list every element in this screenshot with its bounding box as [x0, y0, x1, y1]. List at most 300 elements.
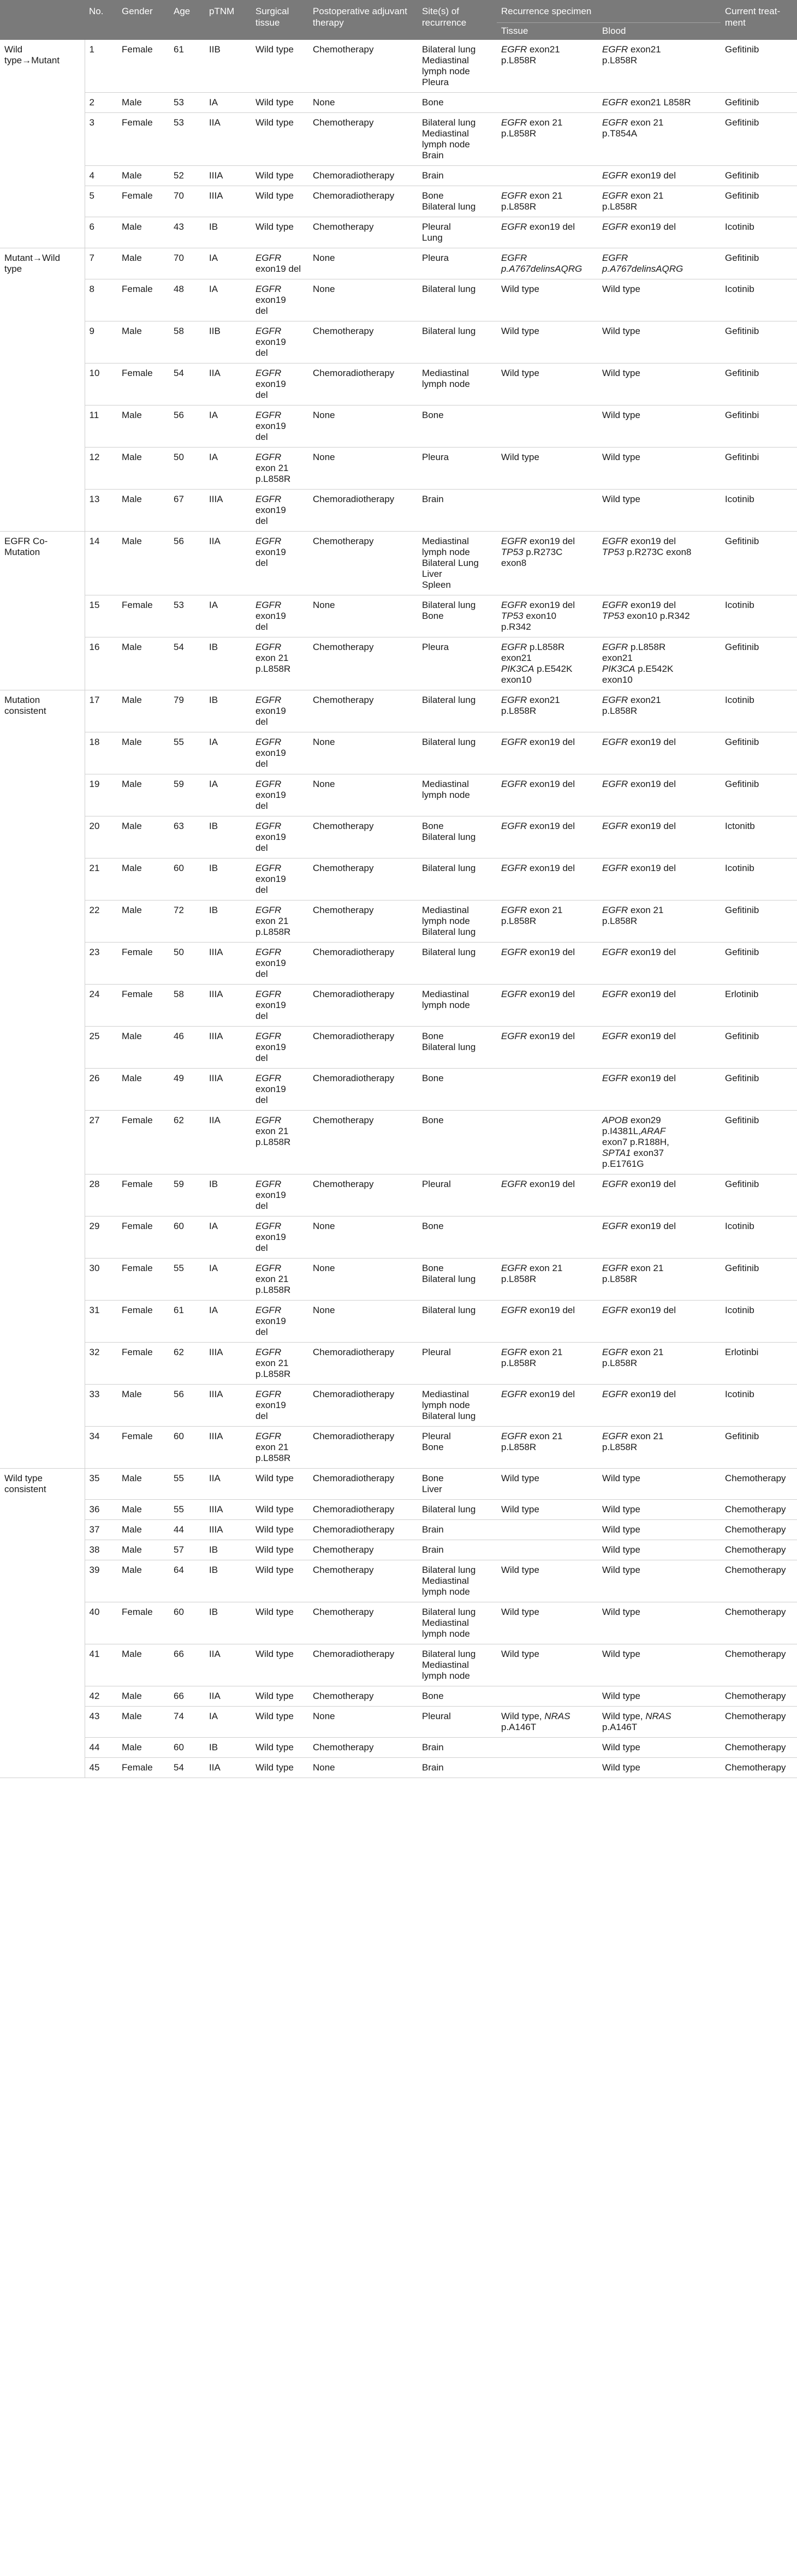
current-treatment: Gefitinib	[721, 321, 797, 363]
recurrence-sites	[418, 637, 497, 690]
cell-text: exon19	[255, 790, 286, 800]
cell-text: exon 21	[527, 190, 563, 201]
gene-name: EGFR	[255, 779, 282, 789]
table-row	[0, 1560, 797, 1602]
cell-text: p.T854A	[602, 128, 638, 139]
cell-line	[255, 253, 304, 264]
current-treatment: Gefitinib	[721, 901, 797, 943]
ptnm-stage: IIIA	[205, 1069, 251, 1111]
cell-text: Wild type	[255, 1473, 294, 1483]
cell-line	[501, 1263, 593, 1274]
cell-line	[602, 368, 716, 379]
gender: Male	[117, 816, 169, 858]
adjuvant-therapy: None	[308, 1217, 418, 1259]
specimen-blood	[598, 774, 721, 816]
patient-no: 23	[85, 943, 117, 985]
adjuvant-therapy: Chemotherapy	[308, 1174, 418, 1217]
cell-text: exon19 del	[628, 536, 676, 546]
table-row	[0, 1738, 797, 1758]
recurrence-site: Bone	[422, 1115, 444, 1125]
surgical-tissue	[251, 490, 308, 532]
specimen-blood	[598, 113, 721, 166]
age: 53	[169, 595, 205, 637]
recurrence-site: Lung	[422, 232, 443, 243]
surgical-tissue	[251, 279, 308, 321]
cell-line	[602, 1722, 716, 1733]
recurrence-site: Bilateral lung	[422, 832, 476, 842]
cell-text: exon19 del	[628, 1389, 676, 1399]
cell-text: exon 21	[527, 1347, 563, 1357]
cell-line	[255, 190, 304, 201]
adjuvant-therapy: None	[308, 774, 418, 816]
specimen-blood	[598, 490, 721, 532]
cell-line	[602, 863, 716, 874]
recurrence-sites	[418, 690, 497, 732]
cell-text: exon 21	[628, 1347, 664, 1357]
cell-line	[255, 326, 304, 337]
recurrence-site: Bilateral lung	[422, 1042, 476, 1052]
cell-line	[255, 695, 304, 706]
current-treatment: Icotinib	[721, 595, 797, 637]
cell-text: exon19 del	[527, 989, 575, 999]
cell-text: exon19	[255, 1042, 286, 1052]
surgical-tissue	[251, 1520, 308, 1540]
specimen-blood	[598, 1469, 721, 1500]
ptnm-stage: IB	[205, 1174, 251, 1217]
cell-line	[255, 1305, 304, 1316]
age: 62	[169, 1343, 205, 1385]
gender: Male	[117, 321, 169, 363]
specimen-blood	[598, 1520, 721, 1540]
ptnm-stage: IB	[205, 1602, 251, 1644]
specimen-tissue	[497, 93, 598, 113]
gender: Male	[117, 448, 169, 490]
group-label: Wild type→Mutant	[0, 40, 85, 248]
cell-text: exon19 del	[527, 222, 575, 232]
gene-name: EGFR	[602, 989, 628, 999]
cell-text: Wild type,	[501, 1711, 545, 1721]
adjuvant-therapy: None	[308, 1301, 418, 1343]
specimen-tissue	[497, 1738, 598, 1758]
cell-text: exon19 del	[628, 1031, 676, 1041]
cell-text: exon10	[501, 675, 532, 685]
table-row	[0, 1520, 797, 1540]
cell-line	[255, 1389, 304, 1400]
recurrence-site: Pleura	[422, 253, 449, 263]
gene-name: p.A767delinsAQRG	[602, 264, 683, 274]
adjuvant-therapy: Chemoradiotherapy	[308, 985, 418, 1027]
table-row	[0, 363, 797, 406]
gender: Male	[117, 690, 169, 732]
specimen-blood	[598, 1027, 721, 1069]
current-treatment: Gefitinib	[721, 113, 797, 166]
cell-line	[602, 1263, 716, 1274]
specimen-tissue	[497, 1644, 598, 1686]
age: 50	[169, 448, 205, 490]
ptnm-stage: IIA	[205, 1758, 251, 1778]
header-current-treatment: Current treat-ment	[725, 6, 781, 28]
patient-no: 32	[85, 1343, 117, 1385]
cell-text: del	[255, 843, 268, 853]
surgical-tissue	[251, 774, 308, 816]
adjuvant-therapy: Chemotherapy	[308, 113, 418, 166]
cell-line	[255, 44, 304, 55]
cell-line	[501, 905, 593, 916]
recurrence-site: Brain	[422, 494, 444, 504]
cell-text: del	[255, 801, 268, 811]
gene-name: EGFR	[255, 1305, 282, 1315]
gene-name: EGFR	[501, 117, 527, 128]
cell-text: exon19	[255, 1316, 286, 1326]
cell-text: exon19 del	[527, 779, 575, 789]
table-row	[0, 406, 797, 448]
adjuvant-therapy: Chemotherapy	[308, 901, 418, 943]
specimen-blood	[598, 217, 721, 248]
table-row	[0, 774, 797, 816]
cell-line	[602, 600, 716, 611]
age: 58	[169, 321, 205, 363]
cell-line	[255, 1524, 304, 1535]
recurrence-site: Bilateral lung	[422, 863, 476, 873]
ptnm-stage: IB	[205, 858, 251, 901]
current-treatment: Gefitinib	[721, 1111, 797, 1174]
patient-no: 7	[85, 248, 117, 279]
specimen-tissue	[497, 1259, 598, 1301]
ptnm-stage: IA	[205, 93, 251, 113]
table-row	[0, 732, 797, 774]
recurrence-site: Mediastinal lymph node	[422, 1660, 470, 1681]
cell-line	[255, 463, 304, 474]
gene-name: EGFR	[602, 1179, 628, 1189]
age: 60	[169, 1602, 205, 1644]
recurrence-site: Bilateral lung	[422, 927, 476, 937]
cell-text: exon19	[255, 958, 286, 968]
specimen-blood	[598, 40, 721, 93]
cell-text: del	[255, 622, 268, 632]
cell-text: p.L858R	[255, 1285, 291, 1295]
cell-line	[501, 1431, 593, 1442]
cell-text: Wild type	[501, 368, 539, 378]
gene-name: EGFR	[255, 1347, 282, 1357]
specimen-blood	[598, 595, 721, 637]
table-body	[0, 40, 797, 1778]
recurrence-site: Bilateral lung	[422, 1607, 476, 1617]
cell-text: exon19	[255, 832, 286, 842]
cell-line	[255, 1400, 304, 1411]
gene-name: EGFR	[501, 222, 527, 232]
table-row	[0, 1427, 797, 1469]
cell-text: exon19 del	[628, 779, 676, 789]
cell-text: Wild type	[255, 1742, 294, 1752]
gene-name: EGFR	[602, 97, 628, 108]
cell-line	[501, 547, 593, 558]
cell-line	[602, 779, 716, 790]
patient-no: 22	[85, 901, 117, 943]
gender: Male	[117, 166, 169, 186]
cell-line	[255, 1411, 304, 1422]
age: 70	[169, 186, 205, 217]
header-specimen-tissue: Tissue	[497, 23, 598, 40]
gender: Male	[117, 490, 169, 532]
cell-line	[501, 222, 593, 232]
cell-line	[255, 905, 304, 916]
cell-text: exon19	[255, 1084, 286, 1094]
gene-name: EGFR	[255, 536, 282, 546]
specimen-tissue	[497, 943, 598, 985]
cell-line	[501, 190, 593, 201]
recurrence-site: Pleural	[422, 1431, 451, 1441]
cell-line	[255, 348, 304, 359]
surgical-tissue	[251, 1385, 308, 1427]
specimen-blood	[598, 1259, 721, 1301]
surgical-tissue	[251, 1644, 308, 1686]
gene-name: EGFR	[602, 863, 628, 873]
cell-line	[602, 201, 716, 212]
table-row	[0, 943, 797, 985]
surgical-tissue	[251, 113, 308, 166]
gene-name: EGFR	[255, 494, 282, 504]
ptnm-stage: IIIA	[205, 490, 251, 532]
cell-text: p.A146T	[501, 1722, 537, 1732]
ptnm-stage: IB	[205, 816, 251, 858]
cell-text: p.I4381L,	[602, 1126, 641, 1136]
gene-name: EGFR	[501, 947, 527, 957]
cell-text: Wild type	[602, 1649, 640, 1659]
cell-line	[501, 989, 593, 1000]
gender: Male	[117, 1540, 169, 1560]
cell-line	[255, 170, 304, 181]
surgical-tissue	[251, 1560, 308, 1602]
cell-text: Wild type	[501, 1607, 539, 1617]
group-label: Mutation consistent	[0, 690, 85, 1469]
ptnm-stage: IB	[205, 1738, 251, 1758]
gender: Male	[117, 1520, 169, 1540]
cell-text: del	[255, 390, 268, 400]
cell-text: exon19 del	[527, 1389, 575, 1399]
current-treatment: Chemotherapy	[721, 1686, 797, 1707]
patient-no: 30	[85, 1259, 117, 1301]
surgical-tissue	[251, 40, 308, 93]
gender: Female	[117, 595, 169, 637]
gender: Male	[117, 217, 169, 248]
cell-text: exon21 L858R	[628, 97, 691, 108]
cell-text: exon21	[602, 653, 633, 663]
specimen-blood	[598, 93, 721, 113]
specimen-tissue	[497, 1427, 598, 1469]
recurrence-site: Mediastinal lymph node	[422, 536, 470, 557]
surgical-tissue	[251, 858, 308, 901]
age: 54	[169, 1758, 205, 1778]
cell-line	[602, 664, 716, 675]
cell-line	[602, 905, 716, 916]
recurrence-sites	[418, 1174, 497, 1217]
surgical-tissue	[251, 1111, 308, 1174]
cell-text: Wild type	[255, 1565, 294, 1575]
cell-text: p.L858R	[501, 201, 537, 212]
age: 63	[169, 816, 205, 858]
cell-line	[501, 1607, 593, 1618]
surgical-tissue	[251, 1540, 308, 1560]
adjuvant-therapy: Chemotherapy	[308, 690, 418, 732]
specimen-blood	[598, 858, 721, 901]
cell-line	[602, 675, 716, 685]
table-row	[0, 1500, 797, 1520]
ptnm-stage: IIB	[205, 321, 251, 363]
cell-line	[255, 1742, 304, 1753]
specimen-blood	[598, 186, 721, 217]
cell-text: p.L858R	[255, 474, 291, 484]
cell-line	[255, 1358, 304, 1369]
adjuvant-therapy: Chemoradiotherapy	[308, 166, 418, 186]
age: 55	[169, 1500, 205, 1520]
gene-name: EGFR	[255, 905, 282, 915]
cell-text: exon8	[501, 558, 527, 568]
recurrence-site: Mediastinal lymph node	[422, 1618, 470, 1639]
cell-line	[255, 779, 304, 790]
specimen-tissue	[497, 490, 598, 532]
cell-line	[501, 821, 593, 832]
patient-no: 35	[85, 1469, 117, 1500]
current-treatment: Icotinib	[721, 490, 797, 532]
patient-no: 4	[85, 166, 117, 186]
cell-line	[255, 547, 304, 558]
cell-line	[255, 452, 304, 463]
gene-name: EGFR	[255, 1221, 282, 1231]
specimen-tissue	[497, 901, 598, 943]
cell-text: exon19	[255, 505, 286, 515]
cell-line	[501, 1504, 593, 1515]
cell-line	[255, 306, 304, 317]
recurrence-sites	[418, 1500, 497, 1520]
adjuvant-therapy: None	[308, 279, 418, 321]
current-treatment: Gefitinib	[721, 186, 797, 217]
specimen-blood	[598, 1540, 721, 1560]
table-row	[0, 1602, 797, 1644]
specimen-tissue	[497, 248, 598, 279]
cell-text: exon7 p.R188H,	[602, 1137, 669, 1147]
gene-name: EGFR	[501, 1263, 527, 1273]
cell-line	[255, 947, 304, 958]
ptnm-stage: IIIA	[205, 1027, 251, 1069]
specimen-blood	[598, 1500, 721, 1520]
patient-no: 36	[85, 1500, 117, 1520]
patient-no: 10	[85, 363, 117, 406]
cell-line	[255, 1221, 304, 1232]
recurrence-site: Mediastinal lymph node	[422, 55, 470, 76]
patient-no: 21	[85, 858, 117, 901]
gene-name: EGFR	[602, 642, 628, 652]
cell-text: p.L858R	[501, 706, 537, 716]
recurrence-sites	[418, 595, 497, 637]
specimen-blood	[598, 1644, 721, 1686]
cell-line	[501, 1347, 593, 1358]
cell-text: exon21	[628, 695, 661, 705]
age: 79	[169, 690, 205, 732]
table-row	[0, 1259, 797, 1301]
cell-text: p.R273C	[523, 547, 563, 557]
specimen-tissue	[497, 448, 598, 490]
cell-line	[602, 1274, 716, 1285]
age: 55	[169, 732, 205, 774]
cell-text: exon 21	[255, 1274, 289, 1284]
recurrence-sites	[418, 490, 497, 532]
age: 48	[169, 279, 205, 321]
cell-text: exon19	[255, 421, 286, 431]
table-row	[0, 1644, 797, 1686]
cell-line	[602, 1347, 716, 1358]
ptnm-stage: IB	[205, 217, 251, 248]
recurrence-site: Bone	[422, 821, 444, 831]
cell-line	[602, 44, 716, 55]
cell-line	[602, 1073, 716, 1084]
recurrence-site: Bilateral lung	[422, 44, 476, 55]
cell-line	[255, 969, 304, 980]
cell-text: p.L858R	[602, 706, 638, 716]
cell-text: del	[255, 348, 268, 358]
cell-line	[501, 642, 593, 653]
cell-text: Wild type	[501, 284, 539, 294]
cell-text: del	[255, 1095, 268, 1105]
adjuvant-therapy: Chemoradiotherapy	[308, 186, 418, 217]
cell-text: Wild type	[501, 1473, 539, 1483]
table-row	[0, 1069, 797, 1111]
cell-line	[255, 653, 304, 664]
cell-line	[255, 1607, 304, 1618]
specimen-tissue	[497, 1174, 598, 1217]
adjuvant-therapy: Chemotherapy	[308, 1738, 418, 1758]
cell-text: Wild type	[255, 1711, 294, 1721]
cell-line	[255, 494, 304, 505]
gender: Male	[117, 93, 169, 113]
cell-line	[501, 284, 593, 295]
recurrence-site: Bilateral lung	[422, 737, 476, 747]
cell-line	[602, 1305, 716, 1316]
gene-name: EGFR	[255, 695, 282, 705]
age: 72	[169, 901, 205, 943]
cell-text: del	[255, 306, 268, 316]
surgical-tissue	[251, 1602, 308, 1644]
cell-line	[602, 1565, 716, 1576]
cell-text: p.L858R	[527, 642, 565, 652]
table-row	[0, 1027, 797, 1069]
gene-name: EGFR	[501, 190, 527, 201]
cell-text: exon21	[527, 695, 560, 705]
cell-line	[602, 1473, 716, 1484]
cell-text: Wild type	[602, 1473, 640, 1483]
ptnm-stage: IIIA	[205, 1385, 251, 1427]
ptnm-stage: IIIA	[205, 985, 251, 1027]
cell-line	[602, 1442, 716, 1453]
age: 57	[169, 1540, 205, 1560]
specimen-blood	[598, 985, 721, 1027]
cell-line	[255, 1073, 304, 1084]
gene-name: EGFR	[501, 44, 527, 55]
cell-line	[501, 863, 593, 874]
patient-no: 28	[85, 1174, 117, 1217]
specimen-tissue	[497, 595, 598, 637]
ptnm-stage: IB	[205, 901, 251, 943]
current-treatment: Gefitinib	[721, 1259, 797, 1301]
specimen-tissue	[497, 985, 598, 1027]
cell-text: Wild type	[602, 1545, 640, 1555]
cell-text: p.R342	[501, 622, 531, 632]
table-row	[0, 217, 797, 248]
cell-line	[602, 1031, 716, 1042]
cell-line	[602, 97, 716, 108]
cell-text: exon19 del	[527, 600, 575, 610]
gene-name: EGFR	[602, 695, 628, 705]
table-row	[0, 1686, 797, 1707]
